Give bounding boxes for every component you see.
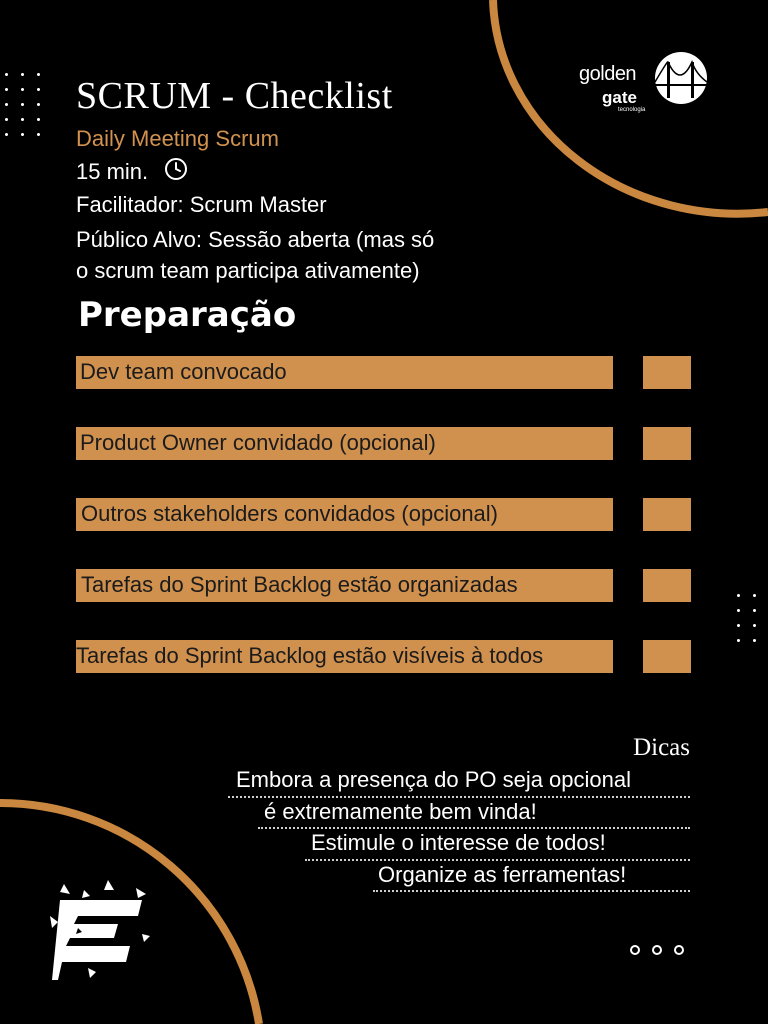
checklist-checkbox[interactable] xyxy=(643,356,691,389)
bridge-icon xyxy=(652,52,710,104)
checklist-item-label xyxy=(76,498,613,531)
checklist-item-text: Product Owner convidado (opcional) xyxy=(80,430,436,455)
page-subtitle: Daily Meeting Scrum xyxy=(76,126,279,151)
tip-underline xyxy=(258,827,690,829)
audience-line-2: o scrum team participa ativamente) xyxy=(76,258,420,283)
checklist-item-label xyxy=(76,640,613,673)
page-dot[interactable] xyxy=(652,945,662,955)
tip-line-3: Estimule o interesse de todos! xyxy=(311,830,606,855)
page-dot[interactable] xyxy=(674,945,684,955)
tip-line-1: Embora a presença do PO seja opcional xyxy=(236,767,632,792)
checklist-item-text: Dev team convocado xyxy=(80,359,287,384)
tip-underline xyxy=(305,859,690,861)
checklist-checkbox[interactable] xyxy=(643,498,691,531)
golden-gate-logo xyxy=(576,52,710,116)
decorative-dots-top-left xyxy=(5,73,40,136)
tip-line-4: Organize as ferramentas! xyxy=(378,862,627,887)
duration-row xyxy=(76,159,188,185)
checklist-item-label xyxy=(76,569,613,602)
tip-underline xyxy=(373,890,690,892)
decorative-dots-right xyxy=(737,594,768,642)
checklist-checkbox[interactable] xyxy=(643,640,691,673)
tip-underline xyxy=(228,796,690,798)
tips-title: Dicas xyxy=(633,734,690,761)
checklist-item-label xyxy=(76,356,613,389)
duration-text: 15 min. xyxy=(76,159,149,184)
logo-word-tecnologia: tecnologia xyxy=(618,107,646,113)
page-title: SCRUM - Checklist xyxy=(76,75,393,117)
tip-line-2: é extremamente bem vinda! xyxy=(264,799,537,824)
page-dot[interactable] xyxy=(630,945,640,955)
facilitator-text: Facilitador: Scrum Master xyxy=(76,192,327,217)
checklist-checkbox[interactable] xyxy=(643,427,691,460)
clock-icon xyxy=(164,157,188,181)
checklist-item-text: Tarefas do Sprint Backlog estão visíveis à todos xyxy=(76,643,544,668)
logo-word-golden: golden xyxy=(579,63,637,85)
audience-line-1: Público Alvo: Sessão aberta (mas só xyxy=(76,227,435,252)
brand-f-icon xyxy=(48,876,152,984)
logo-word-gate: gate xyxy=(602,88,637,107)
checklist-item-label xyxy=(76,427,613,460)
checklist-item-text: Outros stakeholders convidados (opcional) xyxy=(81,501,499,526)
section-title: Preparação xyxy=(78,295,297,335)
checklist-item-text: Tarefas do Sprint Backlog estão organizadas xyxy=(81,572,518,597)
checklist-checkbox[interactable] xyxy=(643,569,691,602)
pagination-dots xyxy=(630,945,684,955)
